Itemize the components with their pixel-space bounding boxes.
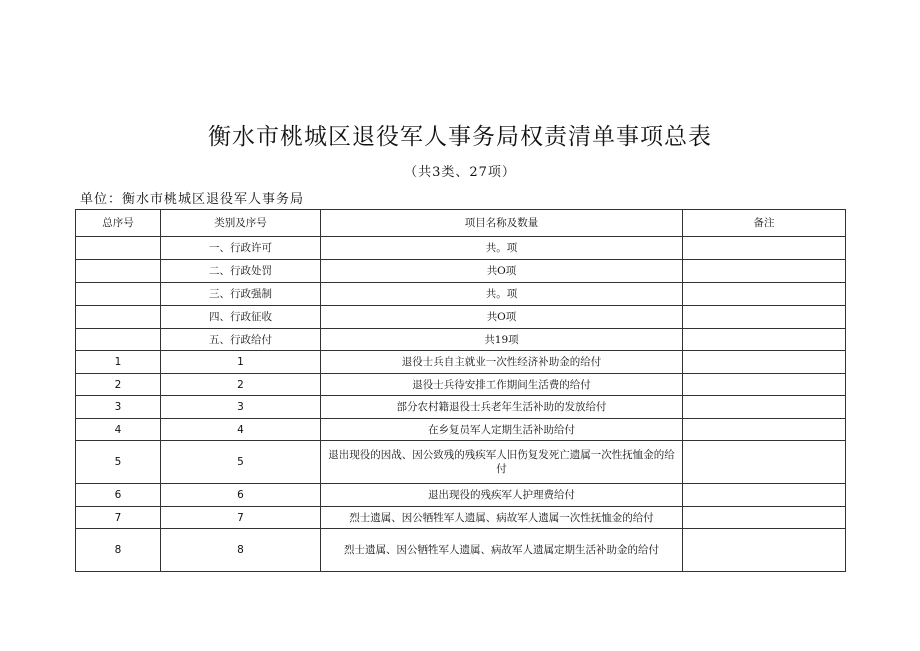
unit-label: 单位：衡水市桃城区退役军人事务局 — [80, 192, 305, 207]
total-number-cell: 6 — [76, 484, 161, 507]
sequence-cell: 6 — [161, 484, 321, 507]
table-row — [76, 419, 846, 441]
total-number-cell: 2 — [76, 374, 161, 396]
item-name-cell: 退役士兵待安排工作期间生活费的给付 — [321, 374, 683, 396]
sequence-cell: 7 — [161, 507, 321, 529]
document-title: 衡水市桃城区退役军人事务局权责清单事项总表 — [208, 124, 712, 150]
remarks-cell — [683, 396, 846, 419]
remarks-cell — [683, 507, 846, 529]
category-row — [76, 237, 846, 260]
item-name-cell: 部分农村籍退役士兵老年生活补助的发放给付 — [321, 396, 683, 419]
responsibility-table — [75, 209, 846, 572]
table-header-row — [76, 210, 846, 237]
category-row — [76, 260, 846, 283]
category-count: 共O项 — [321, 306, 683, 329]
category-label: 五、行政给付 — [161, 329, 321, 351]
header-item-name: 项目名称及数量 — [321, 210, 683, 237]
table-row — [76, 374, 846, 396]
item-name-text: 退出现役的因战、因公致残的残疾军人旧伤复发死亡遗属一次性抚恤金的给付 — [328, 449, 675, 475]
remarks-cell — [683, 441, 846, 484]
total-number-cell: 3 — [76, 396, 161, 419]
total-number-cell: 4 — [76, 419, 161, 441]
sequence-cell: 8 — [161, 529, 321, 572]
item-name-cell: 烈士遗属、因公牺牲军人遗属、病故军人遗属定期生活补助金的给付 — [321, 529, 683, 572]
remarks-cell — [683, 529, 846, 572]
category-label: 二、行政处罚 — [161, 260, 321, 283]
category-count: 共。项 — [321, 237, 683, 260]
item-name-cell — [321, 441, 683, 484]
total-number-cell: 1 — [76, 351, 161, 374]
header-total-number: 总序号 — [76, 210, 161, 237]
category-row — [76, 329, 846, 351]
sequence-cell: 2 — [161, 374, 321, 396]
sequence-cell: 5 — [161, 441, 321, 484]
total-number-cell: 8 — [76, 529, 161, 572]
sequence-cell: 1 — [161, 351, 321, 374]
category-count: 共O项 — [321, 260, 683, 283]
category-count: 共19项 — [321, 329, 683, 351]
remarks-cell — [683, 374, 846, 396]
header-category: 类别及序号 — [161, 210, 321, 237]
category-row — [76, 283, 846, 306]
total-number-cell: 5 — [76, 441, 161, 484]
category-label: 四、行政征收 — [161, 306, 321, 329]
document-subtitle: （共3类、27项） — [404, 165, 516, 180]
item-name-cell: 在乡复员军人定期生活补助给付 — [321, 419, 683, 441]
item-name-cell: 烈士遗属、因公牺牲军人遗属、病故军人遗属一次性抚恤金的给付 — [321, 507, 683, 529]
table-row — [76, 396, 846, 419]
category-label: 三、行政强制 — [161, 283, 321, 306]
table-row — [76, 441, 846, 484]
category-row — [76, 306, 846, 329]
remarks-cell — [683, 484, 846, 507]
category-label: 一、行政许可 — [161, 237, 321, 260]
category-count: 共。项 — [321, 283, 683, 306]
item-name-cell: 退出现役的残疾军人护理费给付 — [321, 484, 683, 507]
table-row — [76, 351, 846, 374]
table-row — [76, 484, 846, 507]
sequence-cell: 4 — [161, 419, 321, 441]
remarks-cell — [683, 351, 846, 374]
total-number-cell: 7 — [76, 507, 161, 529]
table-row — [76, 507, 846, 529]
remarks-cell — [683, 419, 846, 441]
table-row — [76, 529, 846, 572]
sequence-cell: 3 — [161, 396, 321, 419]
item-name-cell: 退役士兵自主就业一次性经济补助金的给付 — [321, 351, 683, 374]
header-remarks: 备注 — [683, 210, 846, 237]
